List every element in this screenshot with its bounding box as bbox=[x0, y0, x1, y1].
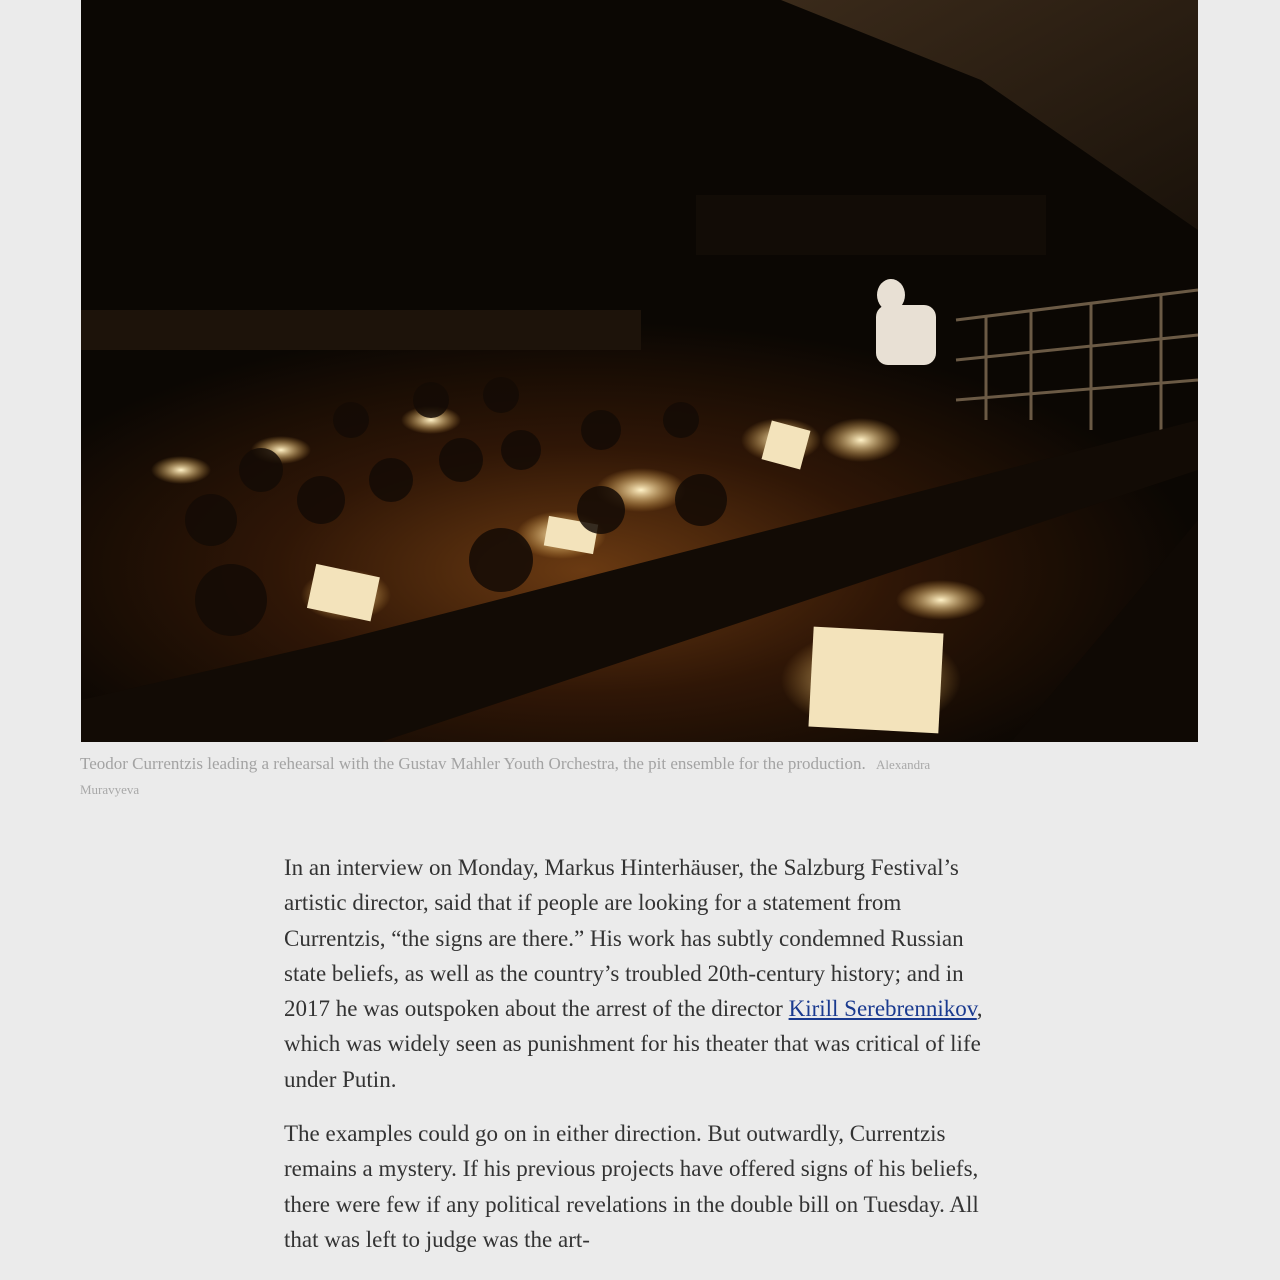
article-body bbox=[284, 850, 996, 1276]
article-paragraph-2: The examples could go on in either direction. But outwardly, Currentzis remains a mystery. If his previous projects have offered signs of his beliefs, there were few if any political revelations in the double bill on Tuesday. All that was left to judge was the art- bbox=[284, 1121, 979, 1252]
paragraph-1-text-end: , which was widely seen as punishment for his theater that was critical of life under Putin. bbox=[284, 996, 983, 1092]
caption-text: Teodor Currentzis leading a rehearsal with the Gustav Mahler Youth Orchestra, the pit ensemble for the production. bbox=[80, 754, 866, 773]
article-photo bbox=[81, 0, 1198, 742]
paragraph-1-text-start: In an interview on Monday, Markus Hinterhäuser, the Salzburg Festival’s artistic director, said that if people are looking for a statement from Currentzis, “the signs are there.” His work has subtly condemned Russian state beliefs, as well as the country’s troubled 20th-century history; and in 2017 he was outspoken about the arrest of the director bbox=[284, 855, 964, 1022]
photo-credit: Alexandra Muravyeva bbox=[80, 757, 931, 797]
photo-caption bbox=[80, 752, 940, 802]
serebrennikov-link[interactable]: Kirill Serebrennikov bbox=[788, 996, 977, 1022]
article-paragraph-1 bbox=[284, 850, 996, 1097]
